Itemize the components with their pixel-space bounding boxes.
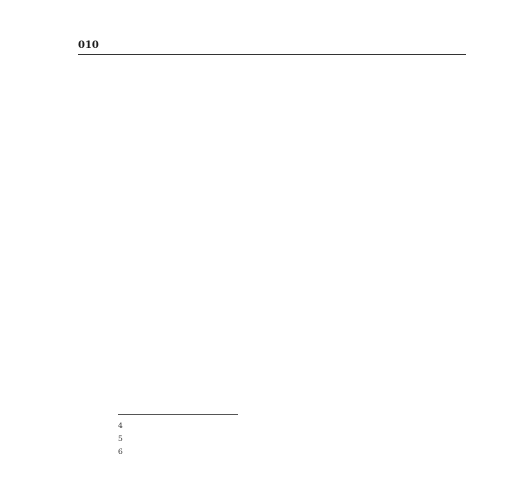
footnote xyxy=(118,420,476,431)
body-text xyxy=(118,70,476,76)
footnote-mark: 6 xyxy=(118,447,123,456)
running-header xyxy=(78,38,466,52)
page-number: 010 xyxy=(78,39,99,51)
footnote-mark: 4 xyxy=(118,421,123,430)
footnote xyxy=(118,433,476,444)
footnote-mark: 5 xyxy=(118,434,123,443)
header-rule xyxy=(78,54,466,55)
footnotes xyxy=(118,420,476,459)
footnote xyxy=(118,446,476,457)
footnote-rule xyxy=(118,414,238,415)
